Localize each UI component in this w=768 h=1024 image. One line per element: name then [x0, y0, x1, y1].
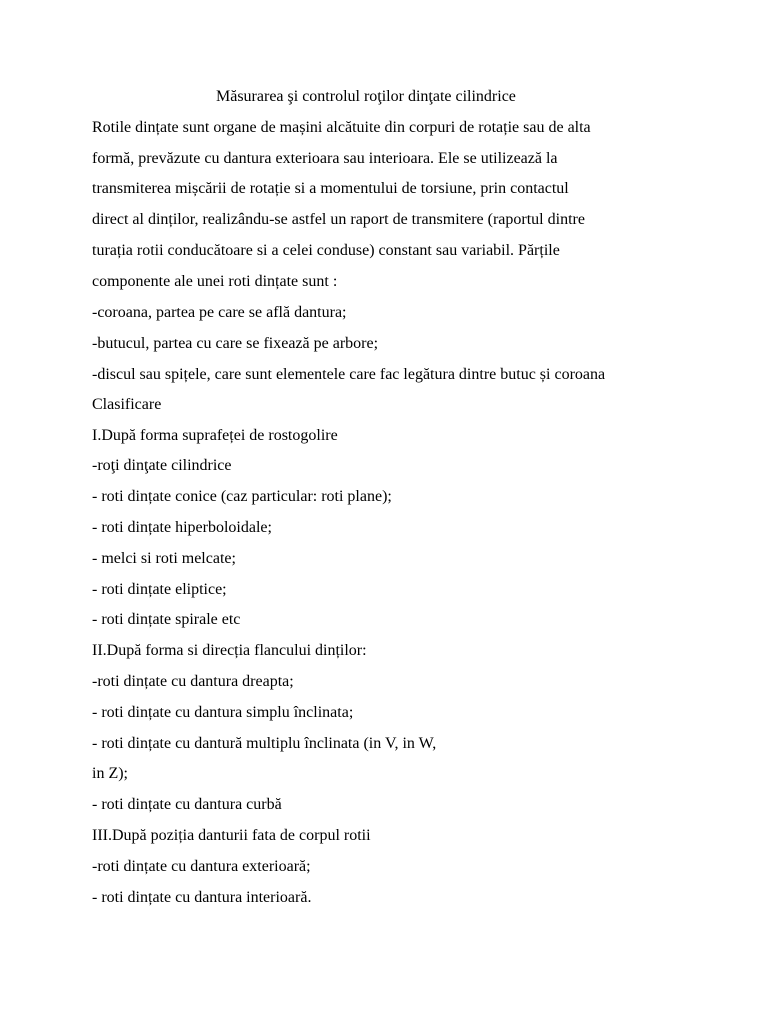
section-heading: III.După poziția danturii fata de corpul rotii	[92, 827, 371, 844]
text-line: direct al dinților, realizându-se astfel un raport de transmitere (raportul dintre	[92, 211, 585, 228]
list-item: -roţi dinţate cilindrice	[92, 457, 232, 474]
list-item: -roti dințate cu dantura dreapta;	[92, 673, 294, 690]
document-title: Măsurarea şi controlul roţilor dinţate cilindrice	[216, 88, 516, 105]
list-item: - roti dințate spirale etc	[92, 611, 241, 628]
list-item: - roti dințate cu dantura curbă	[92, 796, 282, 813]
text-line: formă, prevăzute cu dantura exterioara sau interioara. Ele se utilizează la	[92, 150, 558, 167]
list-item: -discul sau spițele, care sunt elementele care fac legătura dintre butuc și coroana	[92, 366, 606, 383]
list-item: - roti dințate cu dantura interioară.	[92, 889, 312, 906]
text-line: turația rotii conducătoare si a celei conduse) constant sau variabil. Părțile	[92, 242, 560, 259]
section-heading: II.După forma si direcția flancului dinților:	[92, 642, 367, 659]
list-item: - roti dințate eliptice;	[92, 581, 227, 598]
list-item: - roti dințate cu dantura simplu înclinata;	[92, 704, 354, 721]
text-line: transmiterea mișcării de rotație si a momentului de torsiune, prin contactul	[92, 180, 569, 197]
section-heading: Clasificare	[92, 396, 162, 413]
section-heading: I.După forma suprafeței de rostogolire	[92, 427, 338, 444]
list-item: -butucul, partea cu care se fixează pe arbore;	[92, 335, 379, 352]
list-item: in Z);	[92, 765, 128, 782]
list-item: - roti dințate cu dantură multiplu înclinata (in V, in W,	[92, 735, 437, 752]
list-item: - melci si roti melcate;	[92, 550, 236, 567]
text-line: componente ale unei roti dințate sunt :	[92, 273, 338, 290]
text-line: Rotile dințate sunt organe de mașini alcătuite din corpuri de rotație sau de alta	[92, 119, 591, 136]
list-item: - roti dințate conice (caz particular: roti plane);	[92, 488, 392, 505]
list-item: -coroana, partea pe care se află dantura;	[92, 304, 347, 321]
list-item: - roti dințate hiperboloidale;	[92, 519, 272, 536]
list-item: -roti dințate cu dantura exterioară;	[92, 858, 311, 875]
